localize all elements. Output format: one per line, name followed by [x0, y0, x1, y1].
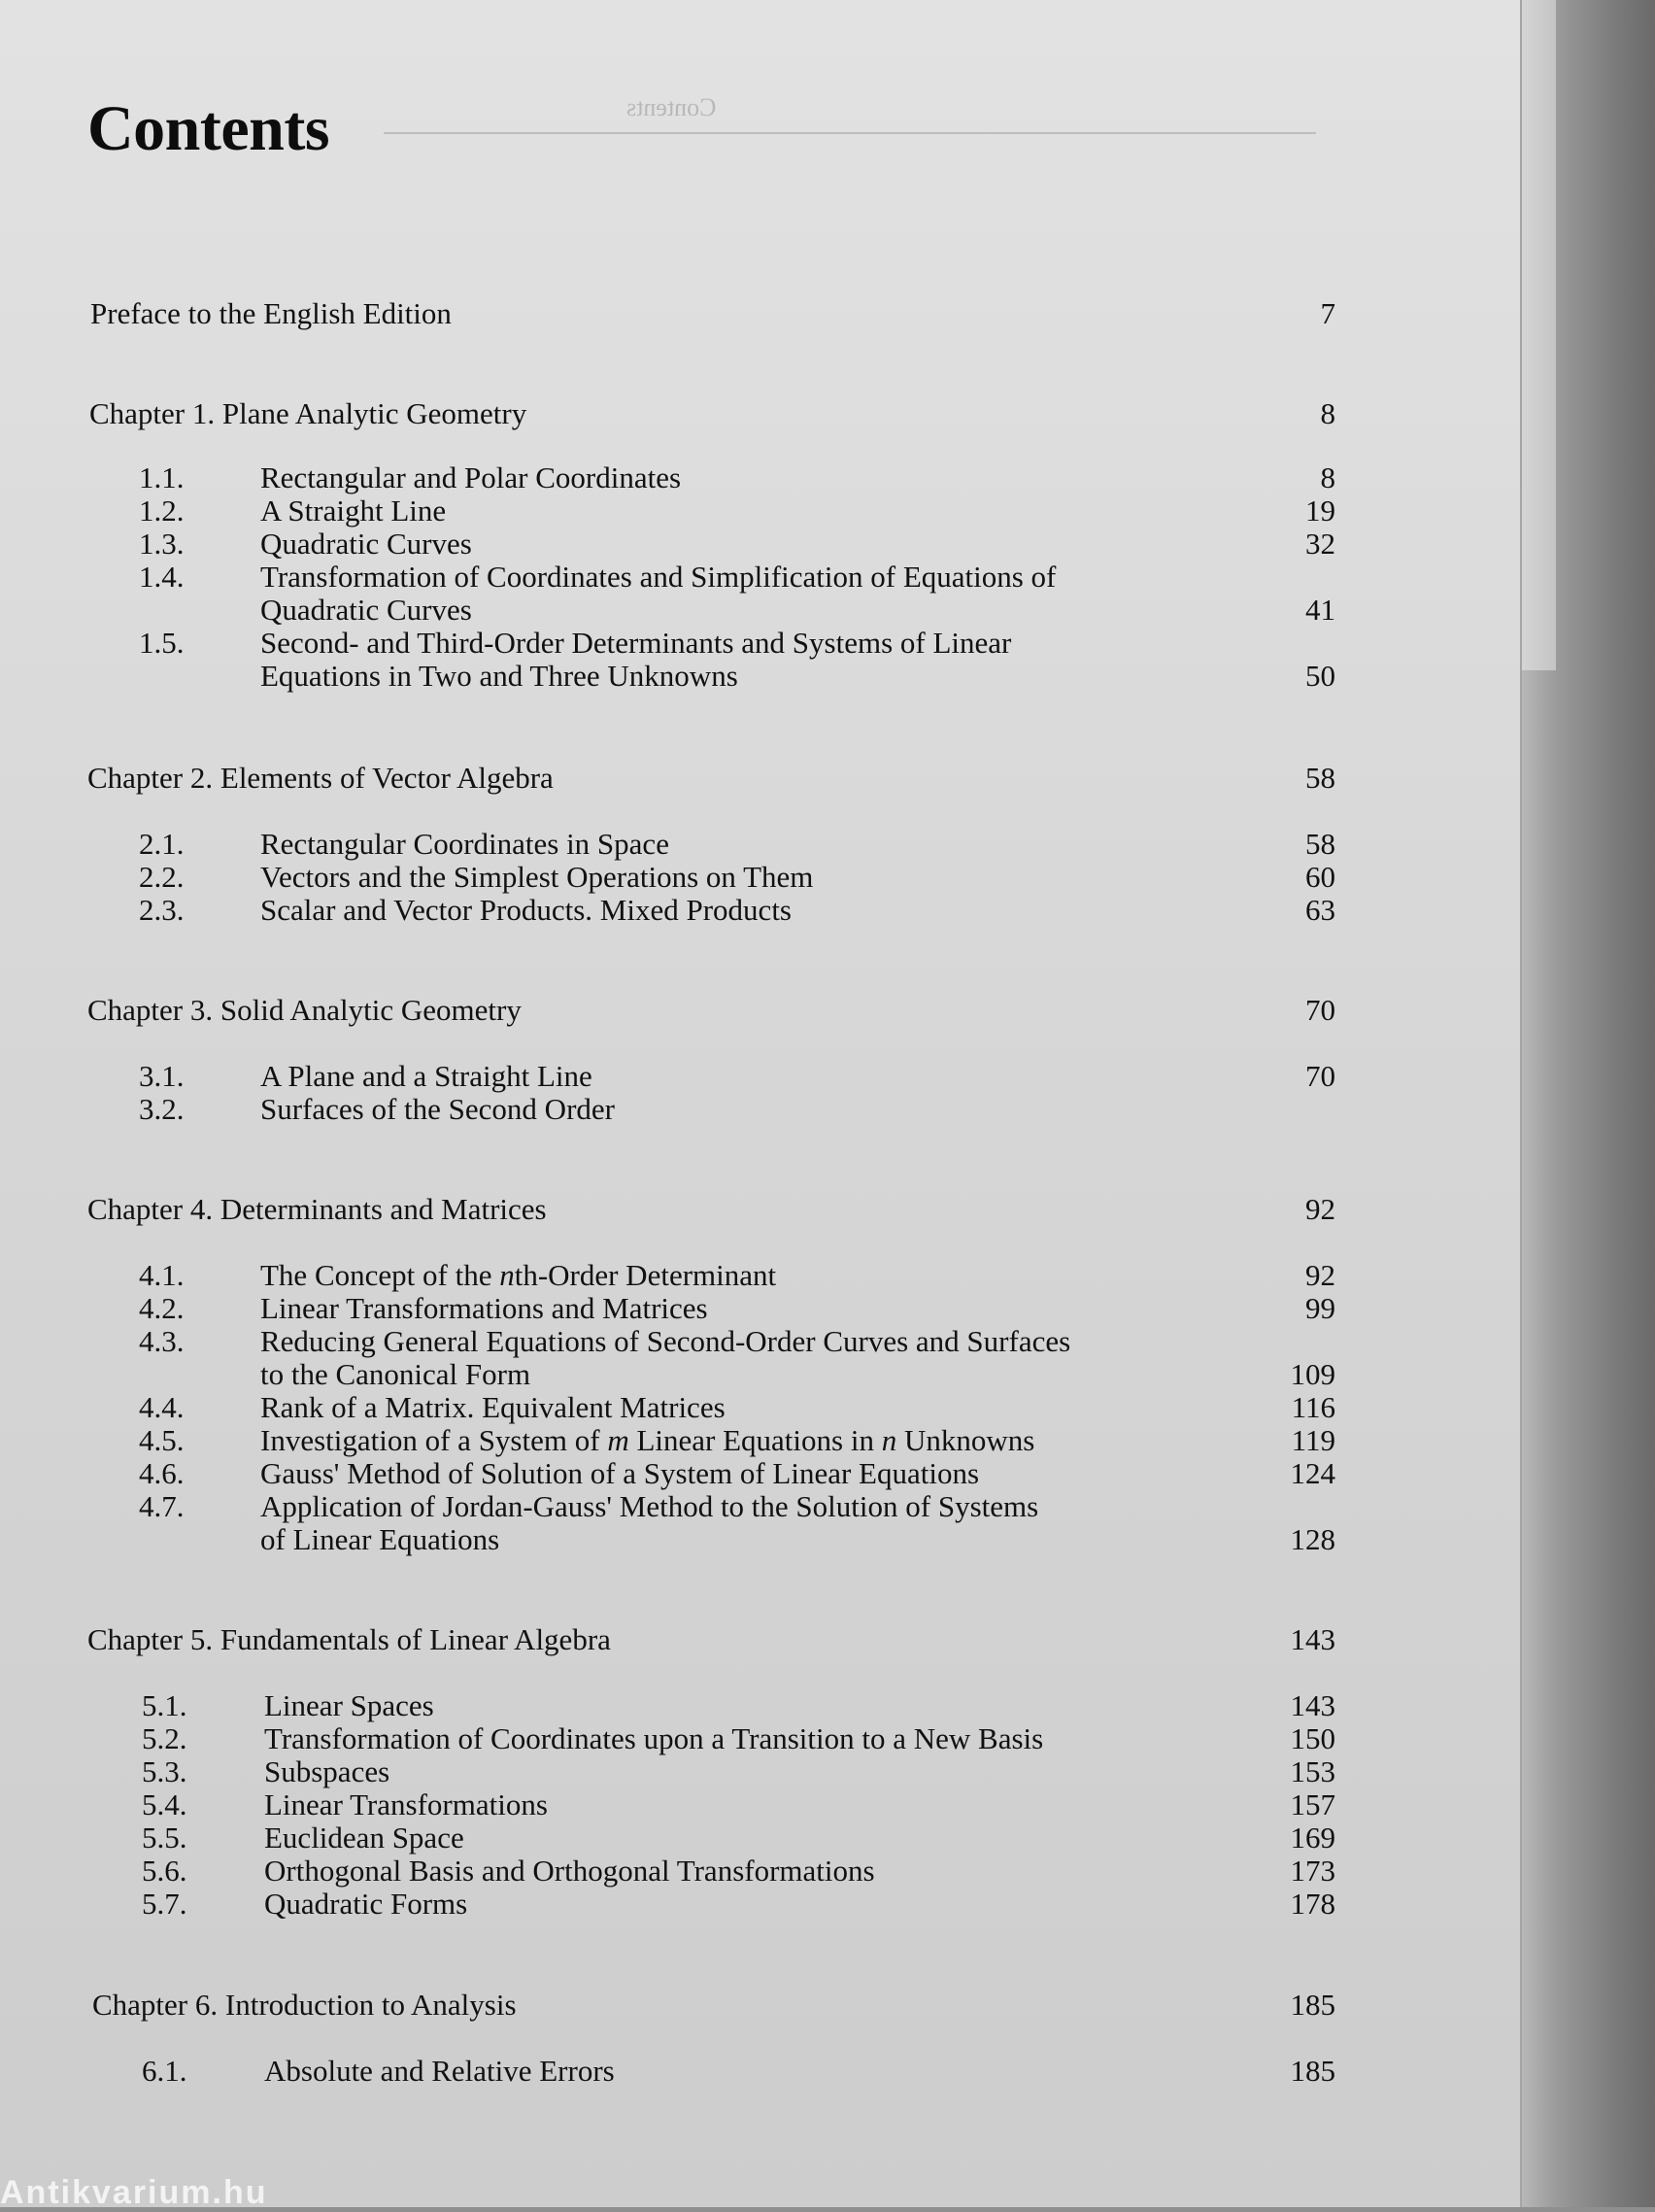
chapter-title: Chapter 6. Introduction to Analysis	[92, 1988, 517, 2022]
section-title: Absolute and Relative Errors	[264, 2054, 615, 2088]
page-number: 50	[1305, 659, 1335, 693]
section-title: Quadratic Curves	[260, 593, 472, 627]
section-number: 4.2.	[139, 1291, 185, 1325]
section-number: 4.1.	[139, 1258, 185, 1292]
page-number: 63	[1305, 893, 1335, 927]
page-number: 8	[1320, 460, 1335, 494]
section-title: Transformation of Coordinates and Simplification of Equations of	[260, 560, 1057, 594]
section-title: Orthogonal Basis and Orthogonal Transformations	[264, 1854, 875, 1888]
page-number: 128	[1290, 1522, 1335, 1556]
section-number: 4.7.	[139, 1489, 185, 1523]
section-number: 4.6.	[139, 1456, 185, 1490]
section-title: A Straight Line	[260, 493, 447, 527]
bleed-through-header-text: Contents	[626, 93, 717, 121]
page-number: 157	[1290, 1787, 1335, 1821]
section-number: 5.7.	[142, 1887, 187, 1921]
preface-label: Preface to the English Edition	[90, 296, 452, 330]
page-number: 41	[1305, 593, 1335, 627]
section-title: Reducing General Equations of Second-Order Curves and Surfaces	[260, 1324, 1071, 1358]
section-title: of Linear Equations	[260, 1522, 500, 1556]
section-title: Second- and Third-Order Determinants and Systems of Linear	[260, 626, 1012, 660]
section-number: 4.5.	[139, 1423, 185, 1457]
section-title: Transformation of Coordinates upon a Transition to a New Basis	[264, 1721, 1044, 1755]
page-number: 60	[1305, 860, 1335, 894]
section-number: 2.1.	[139, 827, 185, 861]
section-title: A Plane and a Straight Line	[260, 1059, 592, 1093]
section-number: 5.6.	[142, 1854, 187, 1888]
section-title: Equations in Two and Three Unknowns	[260, 659, 738, 693]
chapter-title: Chapter 2. Elements of Vector Algebra	[87, 761, 554, 795]
page-number: 153	[1290, 1754, 1335, 1788]
section-number: 5.5.	[142, 1821, 187, 1855]
page-number: 70	[1305, 1059, 1335, 1093]
section-number: 5.1.	[142, 1688, 187, 1722]
page-number: 185	[1290, 2054, 1335, 2088]
section-number: 5.3.	[142, 1754, 187, 1788]
section-title: Rectangular Coordinates in Space	[260, 827, 669, 861]
section-number: 3.1.	[139, 1059, 185, 1093]
section-title: to the Canonical Form	[260, 1357, 531, 1391]
page-number: 178	[1290, 1887, 1335, 1921]
section-number: 2.2.	[139, 860, 185, 894]
page-title: Contents	[87, 93, 330, 164]
page-number: 116	[1291, 1390, 1335, 1424]
page-number: 109	[1290, 1357, 1335, 1391]
page-number: 7	[1320, 296, 1335, 330]
page-number: 32	[1305, 527, 1335, 561]
section-number: 1.3.	[139, 527, 185, 561]
section-title: Linear Spaces	[264, 1688, 434, 1722]
page-number: 173	[1290, 1854, 1335, 1888]
page-number: 92	[1305, 1192, 1335, 1226]
page-number: 143	[1290, 1688, 1335, 1722]
page-number: 124	[1290, 1456, 1335, 1490]
section-title: Surfaces of the Second Order	[260, 1092, 615, 1126]
watermark-text: Antikvarium.hu	[0, 2174, 268, 2211]
page-number: 92	[1305, 1258, 1335, 1292]
section-number: 2.3.	[139, 893, 185, 927]
section-title: Quadratic Forms	[264, 1887, 468, 1921]
section-number: 1.4.	[139, 560, 185, 594]
page-number: 119	[1291, 1423, 1335, 1457]
section-number: 5.4.	[142, 1787, 187, 1821]
section-title: Rank of a Matrix. Equivalent Matrices	[260, 1390, 726, 1424]
section-title: Scalar and Vector Products. Mixed Products	[260, 893, 792, 927]
page-number: 8	[1320, 396, 1335, 430]
page-number: 99	[1305, 1291, 1335, 1325]
page-number: 143	[1290, 1622, 1335, 1656]
section-number: 1.1.	[139, 460, 185, 494]
section-title: Gauss' Method of Solution of a System of Linear Equations	[260, 1456, 980, 1490]
section-title: Application of Jordan-Gauss' Method to the Solution of Systems	[260, 1489, 1039, 1523]
chapter-title: Chapter 1. Plane Analytic Geometry	[89, 396, 527, 430]
section-title: Quadratic Curves	[260, 527, 472, 561]
section-title: Linear Transformations and Matrices	[260, 1291, 708, 1325]
section-number: 4.3.	[139, 1324, 185, 1358]
section-title: Linear Transformations	[264, 1787, 548, 1821]
section-title: Vectors and the Simplest Operations on Them	[260, 860, 814, 894]
page-number: 58	[1305, 761, 1335, 795]
section-number: 1.5.	[139, 626, 185, 660]
chapter-title: Chapter 4. Determinants and Matrices	[87, 1192, 547, 1226]
section-number: 6.1.	[142, 2054, 187, 2088]
page-number: 150	[1290, 1721, 1335, 1755]
section-title: Investigation of a System of m Linear Equations in n Unknowns	[260, 1423, 1035, 1457]
section-number: 1.2.	[139, 493, 185, 527]
page-number: 169	[1290, 1821, 1335, 1855]
page-number: 185	[1290, 1988, 1335, 2022]
section-number: 5.2.	[142, 1721, 187, 1755]
page-number: 58	[1305, 827, 1335, 861]
chapter-title: Chapter 3. Solid Analytic Geometry	[87, 993, 522, 1027]
section-number: 3.2.	[139, 1092, 185, 1126]
section-title: Subspaces	[264, 1754, 390, 1788]
section-number: 4.4.	[139, 1390, 185, 1424]
section-title: Euclidean Space	[264, 1821, 464, 1855]
chapter-title: Chapter 5. Fundamentals of Linear Algebra	[87, 1622, 611, 1656]
section-title: The Concept of the nth-Order Determinant	[260, 1258, 777, 1292]
page-number: 19	[1305, 493, 1335, 527]
page-number: 70	[1305, 993, 1335, 1027]
section-title: Rectangular and Polar Coordinates	[260, 460, 682, 494]
